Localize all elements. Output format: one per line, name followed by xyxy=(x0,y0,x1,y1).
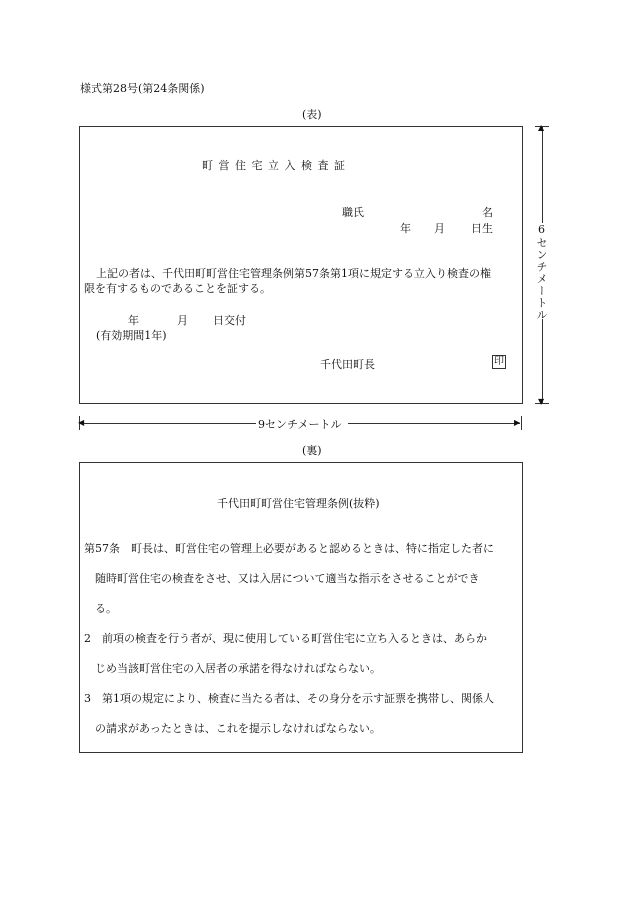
form-number: 様式第28号(第24条関係) xyxy=(80,82,205,95)
width-label: 9センチメートル xyxy=(258,418,342,431)
issue-month-label: 月 xyxy=(177,314,188,327)
width-line-right xyxy=(348,423,520,424)
arrow-down-icon: ▼ xyxy=(538,397,545,406)
article-line-6: 3 第1項の規定により、検査に当たる者は、その身分を示す証票を携帯し、関係人 xyxy=(84,692,494,705)
width-line-left xyxy=(80,423,256,424)
front-label: (表) xyxy=(302,108,322,121)
issue-year-label: 年 xyxy=(128,314,139,327)
height-label: 6センチメートル xyxy=(535,223,548,321)
name-label: 名 xyxy=(482,206,493,219)
height-line-lower xyxy=(542,319,543,403)
article-line-4: 2 前項の検査を行う者が、現に使用している町営住宅に立ち入るときは、あらか xyxy=(84,632,487,645)
ordinance-title: 千代田町町営住宅管理条例(抜粋) xyxy=(217,497,380,510)
article-line-7: の請求があったときは、これを提示しなければならない。 xyxy=(84,722,381,735)
validity-period: (有効期間1年) xyxy=(96,329,167,342)
certificate-body-line-1: 上記の者は、千代田町町営住宅管理条例第57条第1項に規定する立入り検査の権 xyxy=(96,267,491,280)
seal-mark: 印 xyxy=(494,356,504,367)
back-label: (裏) xyxy=(302,444,322,457)
article-line-5: じめ当該町営住宅の入居者の承諾を得なければならない。 xyxy=(84,662,381,675)
arrow-left-icon: ◀ xyxy=(78,418,85,427)
height-line-upper xyxy=(542,127,543,223)
birth-day-label: 日生 xyxy=(471,222,493,235)
certificate-body-line-2: 限を有するものであることを証する。 xyxy=(84,282,271,295)
article-line-1: 第57条 町長は、町営住宅の管理上必要があると認めるときは、特に指定した者に xyxy=(84,542,494,555)
width-tick-right xyxy=(521,416,522,430)
job-title-label: 職氏 xyxy=(342,206,364,219)
birth-year-label: 年 xyxy=(400,222,411,235)
card-title: 町 営 住 宅 立 入 検 査 証 xyxy=(202,159,346,172)
birth-month-label: 月 xyxy=(434,222,445,235)
arrow-up-icon: ▲ xyxy=(538,123,545,132)
article-line-3: る。 xyxy=(84,602,117,615)
front-card xyxy=(79,126,523,404)
arrow-right-icon: ▶ xyxy=(514,418,521,427)
back-card xyxy=(79,462,523,753)
issue-day-label: 日交付 xyxy=(213,314,246,327)
article-line-2: 随時町営住宅の検査をさせ、又は入居について適当な指示をさせることができ xyxy=(84,572,480,585)
issuer-name: 千代田町長 xyxy=(320,358,375,371)
